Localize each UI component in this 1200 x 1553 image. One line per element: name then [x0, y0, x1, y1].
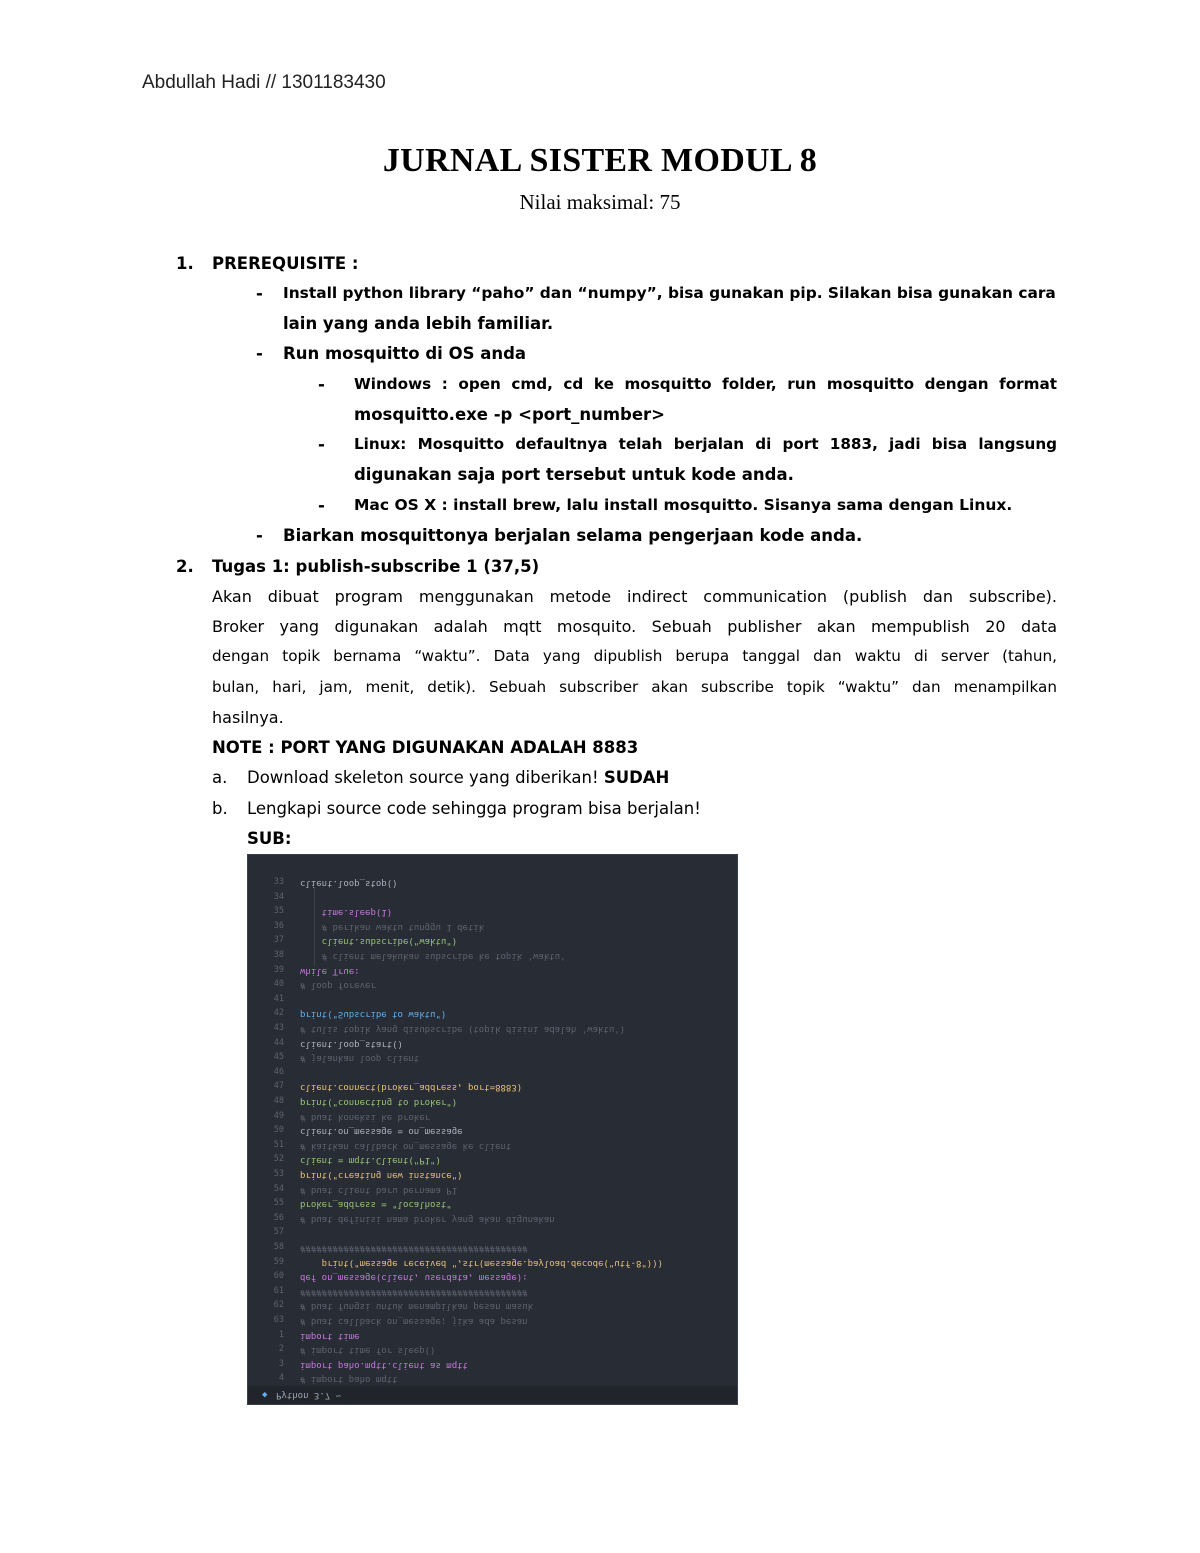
- section-1-heading: PREREQUISITE :: [212, 254, 359, 273]
- sub-bullet-linux-line2: digunakan saja port tersebut untuk kode anda.: [354, 465, 794, 484]
- code-text: time.sleep(1): [300, 907, 393, 918]
- code-text: print("Subscribe to waktu"): [300, 1009, 447, 1020]
- code-line: [248, 963, 737, 978]
- item-letter: b.: [212, 799, 228, 818]
- bullet-install-line2: lain yang anda lebih familiar.: [283, 314, 554, 333]
- editor-statusbar: [248, 1386, 737, 1404]
- statusbar-text: Python 3.7 ~: [276, 1390, 342, 1400]
- document-subtitle: Nilai maksimal: 75: [519, 190, 681, 214]
- code-line: [248, 948, 737, 963]
- line-number: 42: [273, 1008, 284, 1019]
- paragraph-line: dengan topik bernama “waktu”. Data yang dipublish berupa tanggal dan waktu di server (tahun,: [212, 647, 1057, 665]
- item-download: [247, 768, 669, 787]
- code-line: [248, 1036, 737, 1051]
- line-number: 58: [273, 1242, 284, 1252]
- item-download-status: SUDAH: [603, 768, 670, 787]
- code-line: [248, 904, 737, 919]
- item-lengkapi: Lengkapi source code sehingga program bisa berjalan!: [247, 799, 701, 818]
- code-text: # loop forever: [300, 980, 376, 991]
- line-number: 44: [273, 1037, 284, 1048]
- code-line: [248, 1342, 737, 1357]
- section-2-number: 2.: [176, 557, 194, 576]
- sub-bullet-dash: -: [318, 496, 325, 515]
- code-line: [248, 1123, 737, 1138]
- code-line: [248, 1211, 737, 1226]
- code-line: [248, 1313, 737, 1328]
- code-line: [248, 1298, 737, 1313]
- line-number: 60: [273, 1271, 284, 1282]
- code-line: [248, 1050, 737, 1065]
- code-text: client.subscribe("waktu"): [300, 936, 458, 947]
- line-number: 36: [273, 920, 284, 931]
- sub-bullet-linux-line1: Linux: Mosquitto defaultnya telah berjalan di port 1883, jadi bisa langsung: [354, 435, 1057, 453]
- code-text: # client melakukan subscribe ke topik 'waktu': [300, 951, 566, 961]
- code-line: [248, 1167, 737, 1182]
- line-number: 34: [273, 891, 284, 902]
- paragraph-line: Broker yang digunakan adalah mqtt mosquito. Sebuah publisher akan mempublish 20 data: [212, 617, 1057, 636]
- line-number: 48: [273, 1096, 284, 1106]
- line-number: 57: [273, 1227, 284, 1238]
- bullet-biarkan: Biarkan mosquittonya berjalan selama pengerjaan kode anda.: [283, 526, 863, 545]
- line-number: 56: [273, 1212, 284, 1223]
- section-1-number: 1.: [176, 254, 194, 273]
- code-text: # import time for sleep(): [300, 1345, 436, 1356]
- python-icon: ◆: [262, 1390, 268, 1400]
- item-download-text: Download skeleton source yang diberikan!: [247, 768, 604, 787]
- code-text: # buat client baru bernama P1: [300, 1184, 458, 1195]
- code-line: [248, 1094, 737, 1109]
- code-line: [248, 1255, 737, 1270]
- line-number: 46: [273, 1066, 284, 1077]
- line-number: 39: [273, 964, 284, 975]
- code-text: # import paho mqtt: [300, 1374, 398, 1385]
- sub-bullet-dash: -: [318, 375, 325, 394]
- code-line: [248, 1182, 737, 1197]
- line-number: 4: [278, 1373, 284, 1384]
- code-text: import paho.mqtt.client as mqtt: [300, 1359, 468, 1370]
- line-number: 38: [273, 950, 284, 960]
- code-line: [248, 1225, 737, 1240]
- code-line: [248, 933, 737, 948]
- code-line: [248, 1109, 737, 1124]
- line-number: 33: [273, 877, 284, 887]
- code-text: print("creating new instance"): [300, 1170, 463, 1180]
- code-line: [248, 1152, 737, 1167]
- line-number: 47: [273, 1081, 284, 1092]
- code-text: client.on_message = on_message: [300, 1126, 463, 1137]
- line-number: 40: [273, 979, 284, 990]
- code-text: ##########################################: [300, 1286, 528, 1297]
- code-line: [248, 1328, 737, 1343]
- bullet-dash: -: [256, 344, 263, 363]
- sub-bullet-windows-line2: mosquitto.exe -p <port_number>: [354, 405, 666, 424]
- line-number: 53: [273, 1169, 284, 1179]
- code-text: # buat callback on_message; jika ada pesan: [300, 1316, 528, 1326]
- code-line: [248, 1269, 737, 1284]
- bullet-dash: -: [256, 526, 263, 545]
- line-number: 61: [273, 1285, 284, 1296]
- code-text: print("connecting to broker"): [300, 1097, 458, 1107]
- code-line: [248, 1357, 737, 1372]
- code-text: # tulis topik yang disubscribe (topik disini adalah 'waktu'): [300, 1024, 626, 1034]
- paragraph-line: hasilnya.: [212, 708, 284, 727]
- line-number: 52: [273, 1154, 284, 1165]
- bullet-dash: -: [256, 284, 263, 303]
- paragraph-line: bulan, hari, jam, menit, detik). Sebuah subscriber akan subscribe topik “waktu” dan menampilkan: [212, 678, 1057, 696]
- code-line: [248, 1065, 737, 1080]
- code-text: # buat definisi nama broker yang akan digunakan: [300, 1213, 555, 1224]
- line-number: 37: [273, 935, 284, 946]
- bullet-run-mosquitto: Run mosquitto di OS anda: [283, 344, 527, 363]
- code-text: def on_message(client, userdata, message):: [300, 1272, 528, 1283]
- line-number: 62: [273, 1300, 284, 1311]
- code-line: [248, 890, 737, 905]
- line-number: 45: [273, 1052, 284, 1063]
- line-number: 51: [273, 1139, 284, 1150]
- line-number: 35: [273, 906, 284, 917]
- line-number: 2: [278, 1344, 284, 1355]
- code-text: # buat koneksi ke broker: [300, 1111, 431, 1122]
- code-line: [248, 992, 737, 1007]
- code-text: client = mqtt.Client("P1"): [300, 1155, 441, 1166]
- sub-bullet-macos: Mac OS X : install brew, lalu install mosquitto. Sisanya sama dengan Linux.: [354, 496, 1013, 514]
- code-text: ##########################################: [300, 1243, 528, 1253]
- code-line: [248, 977, 737, 992]
- line-number: 55: [273, 1198, 284, 1209]
- code-line: [248, 875, 737, 890]
- code-screenshot: [247, 854, 738, 1405]
- code-text: # buat fungsi untuk menampilkan pesan masuk: [300, 1301, 533, 1312]
- code-line: [248, 1371, 737, 1386]
- line-number: 1: [278, 1329, 284, 1340]
- code-text: client.loop_start(): [300, 1038, 403, 1049]
- code-line: [248, 1138, 737, 1153]
- code-line: [248, 1006, 737, 1021]
- document-title: JURNAL SISTER MODUL 8: [382, 142, 818, 179]
- code-text: while True:: [300, 965, 360, 976]
- code-text: # jalankan loop client: [300, 1053, 420, 1064]
- code-text: client.loop_stop(): [300, 878, 398, 888]
- section-2-heading: Tugas 1: publish-subscribe 1 (37,5): [212, 557, 540, 576]
- port-note: NOTE : PORT YANG DIGUNAKAN ADALAH 8883: [212, 738, 639, 757]
- line-number: 54: [273, 1183, 284, 1194]
- code-line: [248, 1079, 737, 1094]
- code-line: [248, 919, 737, 934]
- line-number: 63: [273, 1315, 284, 1325]
- item-letter: a.: [212, 768, 228, 787]
- sub-bullet-dash: -: [318, 435, 325, 454]
- code-line: [248, 1284, 737, 1299]
- author-header: Abdullah Hadi // 1301183430: [142, 72, 386, 93]
- code-text: # kaitkan callback on_message ke client: [300, 1140, 512, 1151]
- line-number: 49: [273, 1110, 284, 1121]
- code-text: import time: [300, 1330, 360, 1341]
- line-number: 50: [273, 1125, 284, 1136]
- code-line: [248, 1240, 737, 1255]
- code-text: client.connect(broker_address, port=8883): [300, 1082, 523, 1093]
- sub-label: SUB:: [247, 829, 292, 848]
- code-text: # berikan waktu tunggu 1 detik: [300, 921, 485, 932]
- code-line: [248, 1196, 737, 1211]
- line-number: 59: [273, 1256, 284, 1267]
- line-number: 41: [273, 993, 284, 1004]
- paragraph-line: Akan dibuat program menggunakan metode indirect communication (publish dan subscribe).: [212, 587, 1057, 606]
- bullet-install-line1: Install python library “paho” dan “numpy”, bisa gunakan pip. Silakan bisa gunakan cara: [283, 284, 1056, 302]
- line-number: 43: [273, 1023, 284, 1033]
- code-text: broker_address = "localhost": [300, 1199, 452, 1210]
- code-line: [248, 1021, 737, 1036]
- code-text: print("message received ",str(message.payload.decode("utf-8"))): [300, 1257, 664, 1268]
- line-number: 3: [278, 1358, 284, 1369]
- sub-bullet-windows-line1: Windows : open cmd, cd ke mosquitto folder, run mosquitto dengan format: [354, 375, 1057, 393]
